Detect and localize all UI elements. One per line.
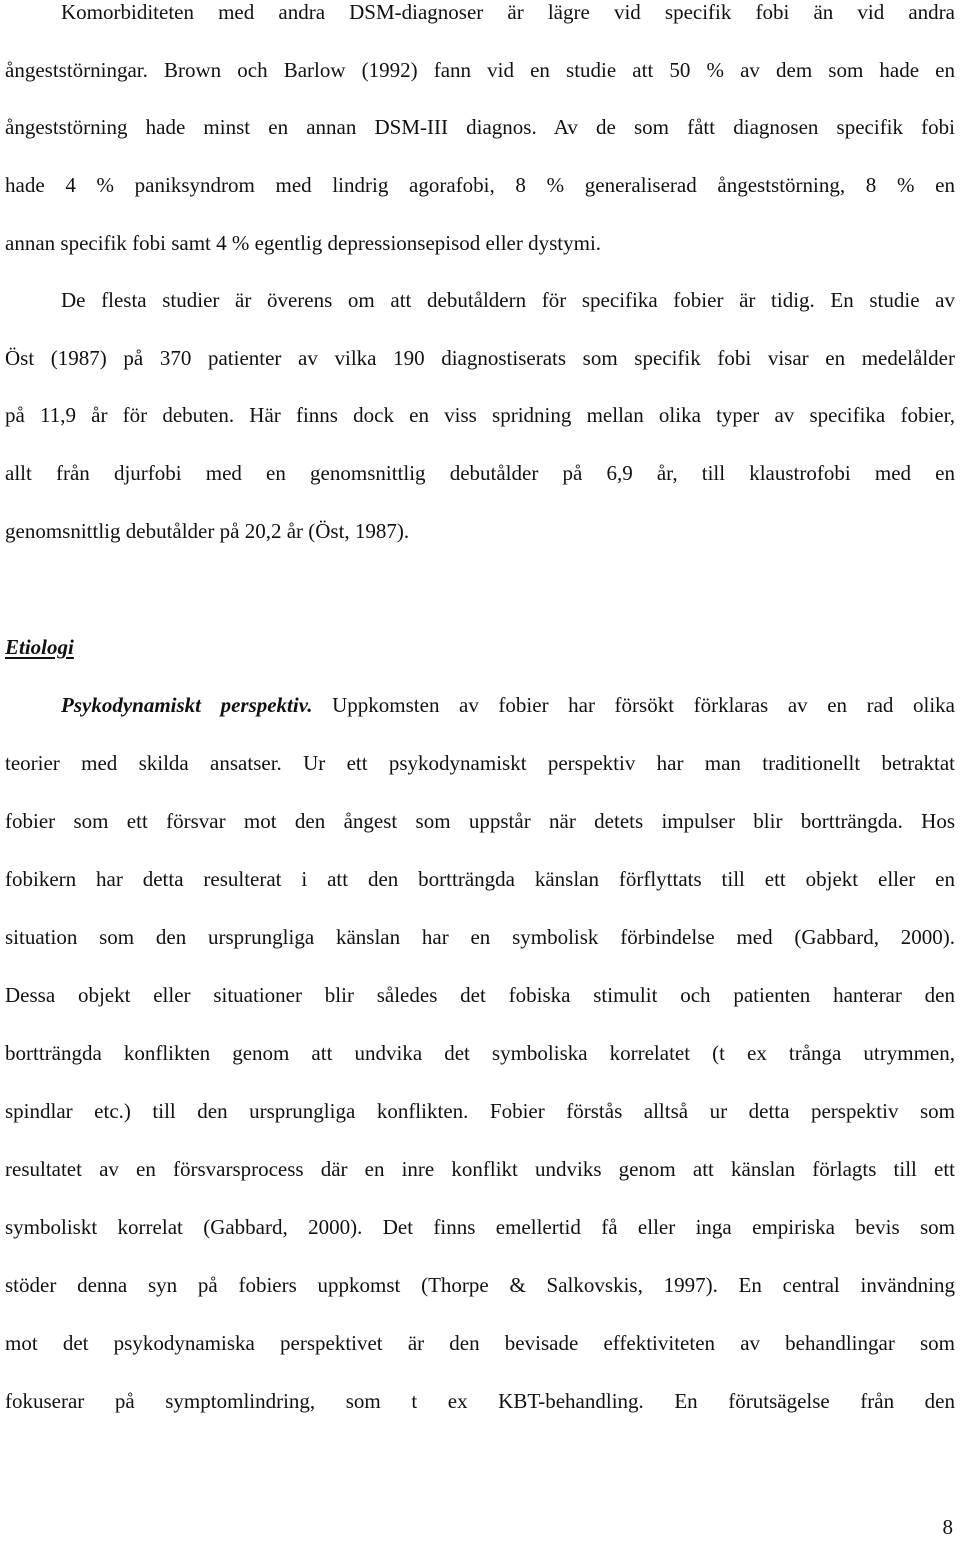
text-line: genomsnittlig debutålder på 20,2 år (Öst, 1987). (5, 519, 410, 543)
text-line: allt från djurfobi med en genomsnittlig debutålder på 6,9 år, till klaustrofobi med en (5, 461, 955, 485)
text-line: situation som den ursprungliga känslan har en symbolisk förbindelse med (Gabbard, 2000). (5, 925, 955, 949)
text-line: fokuserar på symptomlindring, som t ex KBT-behandling. En förutsägelse från den (5, 1389, 955, 1413)
text-line: fobikern har detta resulterat i att den bortträngda känslan förflyttats till ett objekt eller en (5, 867, 955, 891)
section-heading: Etiologi (5, 635, 74, 659)
text-line: hade 4 % paniksyndrom med lindrig agorafobi, 8 % generaliserad ångeststörning, 8 % en (5, 173, 955, 197)
text-line: Komorbiditeten med andra DSM-diagnoser är lägre vid specifik fobi än vid andra (61, 0, 955, 24)
subsection-heading: Psykodynamiskt perspektiv. (61, 693, 313, 717)
text-line: Öst (1987) på 370 patienter av vilka 190 diagnostiserats som specifik fobi visar en medelålder (5, 346, 955, 370)
text-line: stöder denna syn på fobiers uppkomst (Thorpe & Salkovskis, 1997). En central invändning (5, 1273, 955, 1297)
text-line: ångeststörningar. Brown och Barlow (1992) fann vid en studie att 50 % av dem som hade en (5, 58, 955, 82)
text-line: symboliskt korrelat (Gabbard, 2000). Det finns emellertid få eller inga empiriska bevis som (5, 1215, 955, 1239)
text-span: Uppkomsten av fobier har försökt förklaras av en rad olika (312, 693, 955, 717)
text-line: fobier som ett försvar mot den ångest som uppstår när detets impulser blir bortträngda. Hos (5, 809, 955, 833)
text-line: Dessa objekt eller situationer blir således det fobiska stimulit och patienten hanterar den (5, 983, 955, 1007)
text-line: annan specifik fobi samt 4 % egentlig depressionsepisod eller dystymi. (5, 231, 602, 255)
page-number: 8 (942, 1515, 953, 1539)
text-line: De flesta studier är överens om att debutåldern för specifika fobier är tidig. En studie av (61, 288, 955, 312)
text-line: teorier med skilda ansatser. Ur ett psykodynamiskt perspektiv har man traditionellt betraktat (5, 751, 955, 775)
text-line: bortträngda konflikten genom att undvika det symboliska korrelatet (t ex trånga utrymmen, (5, 1041, 955, 1065)
text-line: resultatet av en försvarsprocess där en inre konflikt undviks genom att känslan förlagts till ett (5, 1157, 955, 1181)
text-line (5, 690, 955, 720)
text-line: ångeststörning hade minst en annan DSM-III diagnos. Av de som fått diagnosen specifik fobi (5, 115, 955, 139)
text-line: på 11,9 år för debuten. Här finns dock en viss spridning mellan olika typer av specifika fobier, (5, 403, 955, 427)
text-line: mot det psykodynamiska perspektivet är den bevisade effektiviteten av behandlingar som (5, 1331, 955, 1355)
text-line: spindlar etc.) till den ursprungliga konflikten. Fobier förstås alltså ur detta perspektiv som (5, 1099, 955, 1123)
